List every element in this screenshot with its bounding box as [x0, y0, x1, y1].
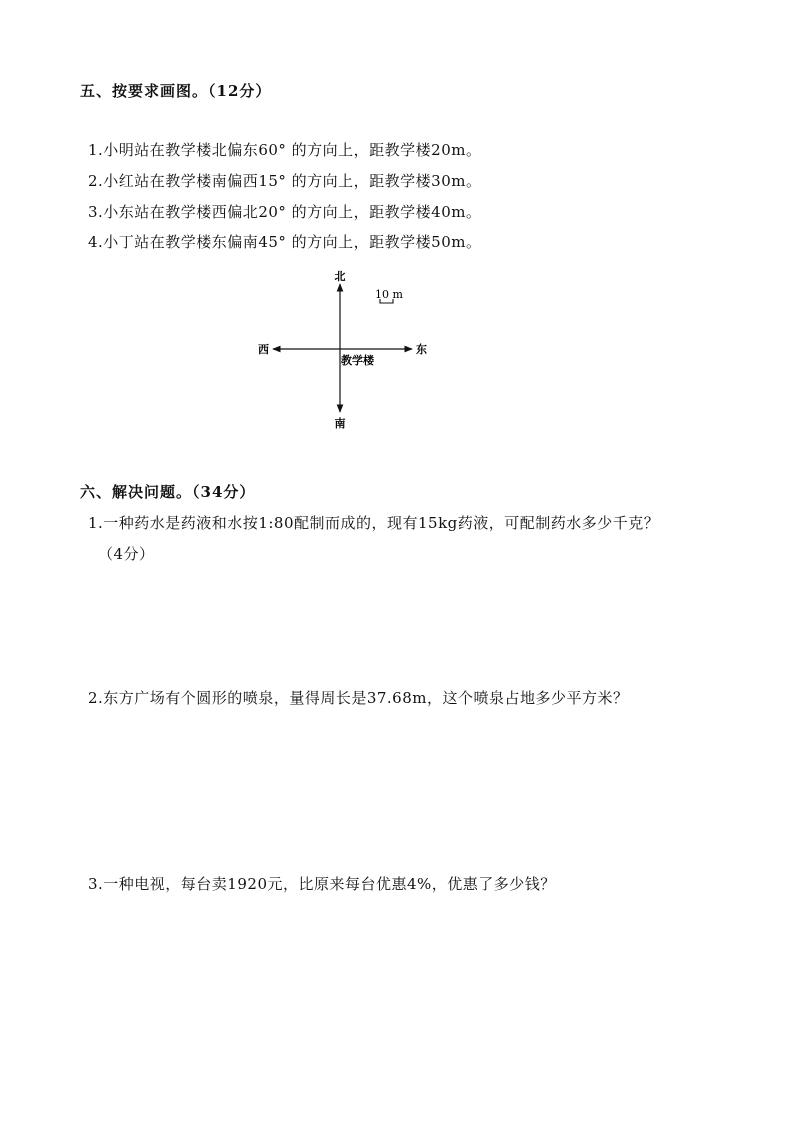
section-six-heading: 六、解决问题。（34分）	[80, 483, 256, 501]
teaching-building-label: 教学楼	[341, 354, 374, 367]
question-one-line-one: 1.一种药水是药液和水按1:80配制而成的，现有15kg药液，可配制药水多少千克？	[88, 514, 660, 532]
question-item: 4.小丁站在教学楼东偏南45° 的方向上，距教学楼50m。	[88, 233, 482, 251]
south-label: 南	[334, 417, 346, 430]
east-label: 东	[416, 343, 427, 356]
question-one-line-two: （4分）	[98, 545, 155, 563]
question-item: 3.小东站在教学楼西偏北20° 的方向上，距教学楼40m。	[88, 203, 482, 221]
west-label: 西	[258, 343, 269, 356]
north-label: 北	[334, 270, 346, 283]
section-five-heading: 五、按要求画图。（12分）	[80, 82, 272, 100]
question-two: 2.东方广场有个圆形的喷泉，量得周长是37.68m，这个喷泉占地多少平方米？	[88, 689, 629, 707]
question-item: 1.小明站在教学楼北偏东60° 的方向上，距教学楼20m。	[88, 141, 482, 159]
question-item: 2.小红站在教学楼南偏西15° 的方向上，距教学楼30m。	[88, 172, 482, 190]
scale-label: 10 m	[375, 288, 403, 301]
question-three: 3.一种电视，每台卖1920元，比原来每台优惠4%，优惠了多少钱？	[88, 875, 556, 893]
compass-diagram	[240, 262, 440, 437]
